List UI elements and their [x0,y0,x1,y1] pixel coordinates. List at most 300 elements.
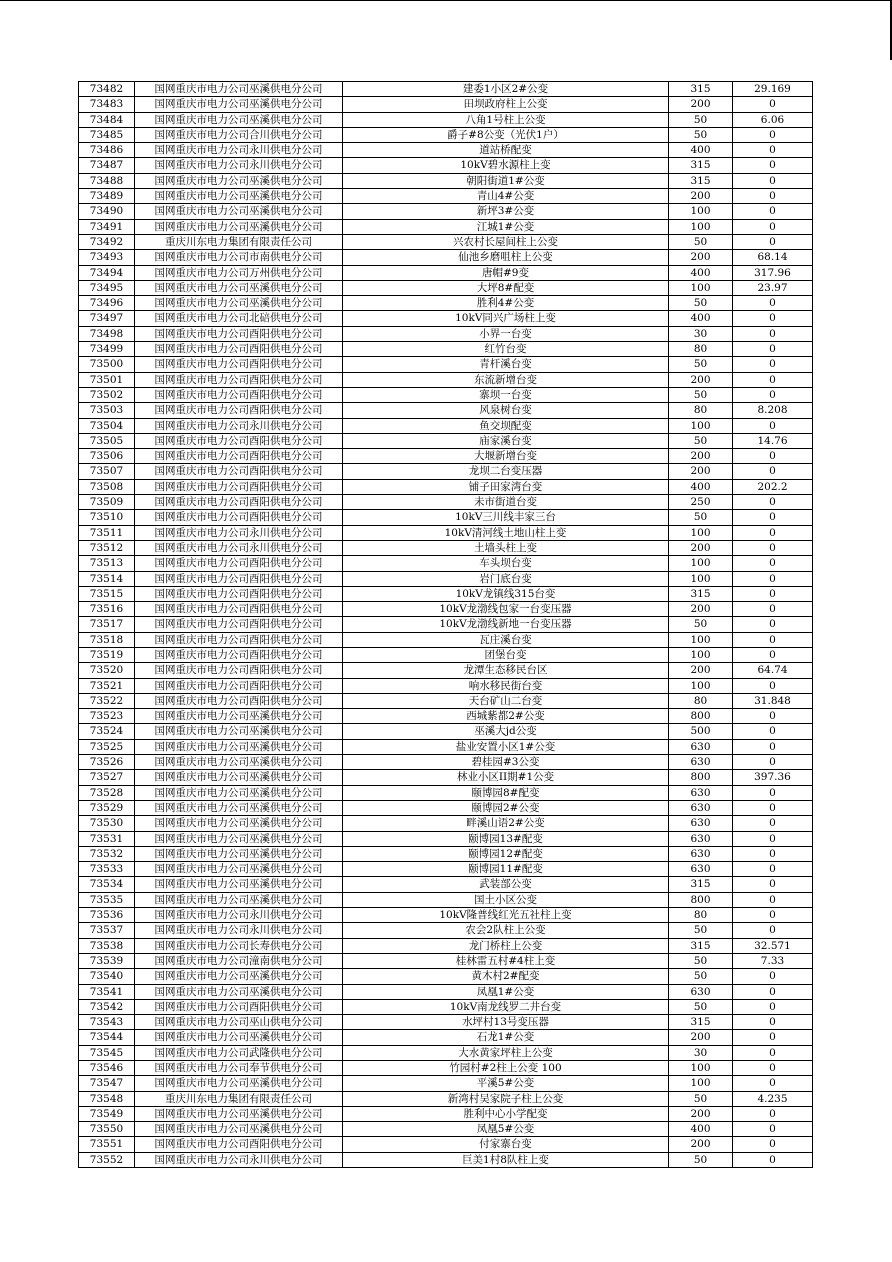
transformer-name-cell: 八角1号柱上公变 [343,112,669,127]
capacity-cell: 630 [669,785,733,800]
row-id-cell: 73489 [79,189,135,204]
transformer-name-cell: 颐博园11#配变 [343,862,669,877]
transformer-name-cell: 大堰新增台变 [343,449,669,464]
company-name-cell: 国网重庆市电力公司永川供电分公司 [135,908,343,923]
table-row [79,82,813,97]
company-name-cell: 国网重庆市电力公司潼南供电分公司 [135,953,343,968]
value-cell: 0 [733,464,813,479]
value-cell: 0 [733,831,813,846]
table-row [79,143,813,158]
row-id-cell: 73532 [79,846,135,861]
capacity-cell: 250 [669,495,733,510]
company-name-cell: 国网重庆市电力公司永川供电分公司 [135,143,343,158]
transformer-name-cell: 凤凰1#公变 [343,984,669,999]
capacity-cell: 100 [669,204,733,219]
row-id-cell: 73488 [79,173,135,188]
company-name-cell: 国网重庆市电力公司酉阳供电分公司 [135,342,343,357]
company-name-cell: 国网重庆市电力公司市南供电分公司 [135,250,343,265]
company-name-cell: 国网重庆市电力公司巫溪供电分公司 [135,755,343,770]
company-name-cell: 国网重庆市电力公司长寿供电分公司 [135,938,343,953]
transformer-name-cell: 巫溪大jd公变 [343,724,669,739]
table-row [79,877,813,892]
row-id-cell: 73538 [79,938,135,953]
row-id-cell: 73528 [79,785,135,800]
value-cell: 0 [733,984,813,999]
table-row [79,724,813,739]
table-row [79,97,813,112]
transformer-name-cell: 田坝政府柱上公变 [343,97,669,112]
row-id-cell: 73548 [79,1091,135,1106]
transformer-name-cell: 唐帽#9变 [343,265,669,280]
capacity-cell: 200 [669,602,733,617]
row-id-cell: 73536 [79,908,135,923]
transformer-name-cell: 道站桥配变 [343,143,669,158]
transformer-name-cell: 龙坝二台变压器 [343,464,669,479]
value-cell: 7.33 [733,953,813,968]
transformer-name-cell: 风泉树台变 [343,403,669,418]
capacity-cell: 50 [669,357,733,372]
transformer-name-cell: 10kV同兴广场柱上变 [343,311,669,326]
table-row [79,311,813,326]
table-row [79,862,813,877]
value-cell: 317.96 [733,265,813,280]
company-name-cell: 国网重庆市电力公司巫溪供电分公司 [135,82,343,97]
row-id-cell: 73492 [79,234,135,249]
transformer-name-cell: 团堡台变 [343,647,669,662]
value-cell: 0 [733,540,813,555]
table-row [79,296,813,311]
capacity-cell: 315 [669,877,733,892]
table-row [79,556,813,571]
row-id-cell: 73537 [79,923,135,938]
capacity-cell: 315 [669,173,733,188]
table-row [79,770,813,785]
value-cell: 0 [733,800,813,815]
value-cell: 0 [733,586,813,601]
capacity-cell: 100 [669,556,733,571]
table-row [79,602,813,617]
company-name-cell: 国网重庆市电力公司酉阳供电分公司 [135,632,343,647]
capacity-cell: 630 [669,984,733,999]
value-cell: 0 [733,387,813,402]
capacity-cell: 100 [669,1076,733,1091]
company-name-cell: 国网重庆市电力公司酉阳供电分公司 [135,586,343,601]
table-row [79,280,813,295]
value-cell: 0 [733,189,813,204]
value-cell: 14.76 [733,433,813,448]
row-id-cell: 73513 [79,556,135,571]
value-cell: 0 [733,862,813,877]
transformer-name-cell: 平溪5#公变 [343,1076,669,1091]
company-name-cell: 国网重庆市电力公司酉阳供电分公司 [135,647,343,662]
capacity-cell: 500 [669,724,733,739]
row-id-cell: 73490 [79,204,135,219]
table-row [79,479,813,494]
capacity-cell: 630 [669,739,733,754]
transformer-name-cell: 凤凰5#公变 [343,1122,669,1137]
transformer-name-cell: 颐博园13#配变 [343,831,669,846]
table-row [79,1091,813,1106]
company-name-cell: 国网重庆市电力公司巫溪供电分公司 [135,739,343,754]
company-name-cell: 国网重庆市电力公司巫溪供电分公司 [135,785,343,800]
capacity-cell: 800 [669,892,733,907]
value-cell: 0 [733,892,813,907]
value-cell: 0 [733,877,813,892]
row-id-cell: 73531 [79,831,135,846]
capacity-cell: 315 [669,82,733,97]
value-cell: 0 [733,525,813,540]
table-row [79,923,813,938]
company-name-cell: 国网重庆市电力公司酉阳供电分公司 [135,602,343,617]
transformer-name-cell: 鱼交坝配变 [343,418,669,433]
transformer-name-cell: 东流新增台变 [343,372,669,387]
table-row [79,755,813,770]
value-cell: 0 [733,678,813,693]
row-id-cell: 73530 [79,816,135,831]
row-id-cell: 73534 [79,877,135,892]
row-id-cell: 73517 [79,617,135,632]
table-row [79,403,813,418]
table-row [79,632,813,647]
capacity-cell: 80 [669,908,733,923]
transformer-name-cell: 西城紫都2#公变 [343,709,669,724]
transformer-name-cell: 付家寨台变 [343,1137,669,1152]
row-id-cell: 73547 [79,1076,135,1091]
value-cell: 0 [733,816,813,831]
transformer-name-cell: 朝阳街道1#公变 [343,173,669,188]
company-name-cell: 国网重庆市电力公司巫溪供电分公司 [135,831,343,846]
value-cell: 0 [733,219,813,234]
capacity-cell: 50 [669,953,733,968]
value-cell: 0 [733,617,813,632]
transformer-name-cell: 颐博园12#配变 [343,846,669,861]
transformer-name-cell: 龙潭生态移民台区 [343,663,669,678]
company-name-cell: 国网重庆市电力公司巫溪供电分公司 [135,1122,343,1137]
table-row [79,204,813,219]
value-cell: 0 [733,1076,813,1091]
row-id-cell: 73544 [79,1030,135,1045]
table-row [79,816,813,831]
capacity-cell: 100 [669,678,733,693]
company-name-cell: 国网重庆市电力公司巫溪供电分公司 [135,770,343,785]
company-name-cell: 国网重庆市电力公司北碚供电分公司 [135,311,343,326]
transformer-name-cell: 新湾村吴家院子柱上公变 [343,1091,669,1106]
company-name-cell: 国网重庆市电力公司巫溪供电分公司 [135,984,343,999]
capacity-cell: 50 [669,617,733,632]
table-row [79,234,813,249]
value-cell: 0 [733,724,813,739]
value-cell: 0 [733,173,813,188]
table-row [79,418,813,433]
value-cell: 0 [733,372,813,387]
row-id-cell: 73535 [79,892,135,907]
value-cell: 0 [733,785,813,800]
company-name-cell: 国网重庆市电力公司酉阳供电分公司 [135,357,343,372]
company-name-cell: 国网重庆市电力公司酉阳供电分公司 [135,678,343,693]
capacity-cell: 50 [669,433,733,448]
transformer-name-cell: 江城1#公变 [343,219,669,234]
company-name-cell: 国网重庆市电力公司酉阳供电分公司 [135,571,343,586]
transformer-name-cell: 天台矿山二台变 [343,693,669,708]
capacity-cell: 100 [669,525,733,540]
capacity-cell: 80 [669,342,733,357]
row-id-cell: 73509 [79,495,135,510]
capacity-cell: 200 [669,372,733,387]
transformer-name-cell: 林业小区II期#1公变 [343,770,669,785]
value-cell: 0 [733,449,813,464]
row-id-cell: 73549 [79,1106,135,1121]
capacity-cell: 200 [669,1106,733,1121]
company-name-cell: 国网重庆市电力公司酉阳供电分公司 [135,495,343,510]
table-row [79,1015,813,1030]
company-name-cell: 国网重庆市电力公司巫溪供电分公司 [135,204,343,219]
table-row [79,112,813,127]
company-name-cell: 国网重庆市电力公司酉阳供电分公司 [135,510,343,525]
company-name-cell: 国网重庆市电力公司永川供电分公司 [135,525,343,540]
transformer-name-cell: 盐业安置小区1#公变 [343,739,669,754]
company-name-cell: 国网重庆市电力公司巫溪供电分公司 [135,892,343,907]
table-row [79,663,813,678]
transformer-name-cell: 未市街道台变 [343,495,669,510]
transformer-name-cell: 10kV龙渤线新地一台变压器 [343,617,669,632]
table-row [79,1152,813,1167]
table-row [79,173,813,188]
value-cell: 8.208 [733,403,813,418]
row-id-cell: 73546 [79,1061,135,1076]
company-name-cell: 国网重庆市电力公司巫溪供电分公司 [135,969,343,984]
page-top-border [0,0,892,1]
value-cell: 397.36 [733,770,813,785]
transformer-name-cell: 青杆溪台变 [343,357,669,372]
row-id-cell: 73504 [79,418,135,433]
value-cell: 0 [733,739,813,754]
row-id-cell: 73539 [79,953,135,968]
row-id-cell: 73550 [79,1122,135,1137]
value-cell: 0 [733,143,813,158]
transformer-name-cell: 寨坝一台变 [343,387,669,402]
transformer-name-cell: 车头坝台变 [343,556,669,571]
value-cell: 0 [733,357,813,372]
transformer-name-cell: 小界一台变 [343,326,669,341]
row-id-cell: 73500 [79,357,135,372]
transformer-name-cell: 铺子田家湾台变 [343,479,669,494]
row-id-cell: 73496 [79,296,135,311]
capacity-cell: 400 [669,1122,733,1137]
capacity-cell: 50 [669,510,733,525]
capacity-cell: 200 [669,1137,733,1152]
value-cell: 0 [733,969,813,984]
transformer-table [78,81,813,1168]
row-id-cell: 73515 [79,586,135,601]
row-id-cell: 73514 [79,571,135,586]
value-cell: 0 [733,97,813,112]
value-cell: 0 [733,1137,813,1152]
company-name-cell: 国网重庆市电力公司酉阳供电分公司 [135,372,343,387]
value-cell: 0 [733,999,813,1014]
capacity-cell: 50 [669,234,733,249]
value-cell: 0 [733,158,813,173]
value-cell: 0 [733,571,813,586]
row-id-cell: 73497 [79,311,135,326]
row-id-cell: 73485 [79,127,135,142]
capacity-cell: 50 [669,296,733,311]
value-cell: 0 [733,296,813,311]
value-cell: 0 [733,1122,813,1137]
table-row [79,938,813,953]
company-name-cell: 国网重庆市电力公司酉阳供电分公司 [135,403,343,418]
company-name-cell: 国网重庆市电力公司永川供电分公司 [135,923,343,938]
company-name-cell: 国网重庆市电力公司万州供电分公司 [135,265,343,280]
value-cell: 0 [733,709,813,724]
table-row [79,342,813,357]
company-name-cell: 国网重庆市电力公司巫溪供电分公司 [135,280,343,295]
value-cell: 0 [733,846,813,861]
value-cell: 0 [733,127,813,142]
capacity-cell: 50 [669,387,733,402]
value-cell: 0 [733,234,813,249]
row-id-cell: 73502 [79,387,135,402]
company-name-cell: 国网重庆市电力公司奉节供电分公司 [135,1061,343,1076]
table-row [79,953,813,968]
transformer-name-cell: 10kV三川线丰家三台 [343,510,669,525]
table-row [79,1122,813,1137]
row-id-cell: 73506 [79,449,135,464]
company-name-cell: 国网重庆市电力公司酉阳供电分公司 [135,693,343,708]
row-id-cell: 73516 [79,602,135,617]
table-row [79,1076,813,1091]
value-cell: 0 [733,1106,813,1121]
row-id-cell: 73483 [79,97,135,112]
value-cell: 6.06 [733,112,813,127]
capacity-cell: 400 [669,311,733,326]
capacity-cell: 630 [669,800,733,815]
value-cell: 4.235 [733,1091,813,1106]
table-row [79,219,813,234]
row-id-cell: 73518 [79,632,135,647]
capacity-cell: 315 [669,1015,733,1030]
value-cell: 0 [733,556,813,571]
table-row [79,189,813,204]
value-cell: 202.2 [733,479,813,494]
table-row [79,387,813,402]
transformer-name-cell: 兴农村长屋间柱上公变 [343,234,669,249]
row-id-cell: 73495 [79,280,135,295]
row-id-cell: 73524 [79,724,135,739]
capacity-cell: 315 [669,158,733,173]
company-name-cell: 国网重庆市电力公司巫溪供电分公司 [135,1076,343,1091]
transformer-table-body [79,82,813,1168]
company-name-cell: 国网重庆市电力公司巫溪供电分公司 [135,112,343,127]
company-name-cell: 国网重庆市电力公司巫溪供电分公司 [135,846,343,861]
table-row [79,785,813,800]
transformer-name-cell: 大水黄家坪柱上公变 [343,1045,669,1060]
company-name-cell: 国网重庆市电力公司酉阳供电分公司 [135,387,343,402]
capacity-cell: 100 [669,418,733,433]
company-name-cell: 国网重庆市电力公司巫溪供电分公司 [135,219,343,234]
table-row [79,892,813,907]
capacity-cell: 630 [669,862,733,877]
value-cell: 0 [733,1030,813,1045]
row-id-cell: 73510 [79,510,135,525]
capacity-cell: 200 [669,97,733,112]
table-row [79,326,813,341]
capacity-cell: 100 [669,219,733,234]
company-name-cell: 国网重庆市电力公司巫溪供电分公司 [135,189,343,204]
table-row [79,158,813,173]
capacity-cell: 630 [669,831,733,846]
row-id-cell: 73503 [79,403,135,418]
table-row [79,265,813,280]
company-name-cell: 国网重庆市电力公司武隆供电分公司 [135,1045,343,1060]
company-name-cell: 国网重庆市电力公司酉阳供电分公司 [135,617,343,632]
capacity-cell: 630 [669,755,733,770]
value-cell: 0 [733,326,813,341]
company-name-cell: 国网重庆市电力公司巫溪供电分公司 [135,1030,343,1045]
table-row [79,510,813,525]
company-name-cell: 国网重庆市电力公司酉阳供电分公司 [135,479,343,494]
value-cell: 0 [733,1152,813,1167]
transformer-name-cell: 武装部公变 [343,877,669,892]
transformer-name-cell: 庙家溪台变 [343,433,669,448]
row-id-cell: 73499 [79,342,135,357]
company-name-cell: 国网重庆市电力公司酉阳供电分公司 [135,464,343,479]
transformer-name-cell: 碧桂园#3公变 [343,755,669,770]
row-id-cell: 73526 [79,755,135,770]
transformer-name-cell: 10kV隆普线红光五社柱上变 [343,908,669,923]
company-name-cell: 国网重庆市电力公司酉阳供电分公司 [135,326,343,341]
transformer-name-cell: 黄木村2#配变 [343,969,669,984]
transformer-name-cell: 建委1小区2#公变 [343,82,669,97]
transformer-name-cell: 10kV碧水源柱上变 [343,158,669,173]
transformer-name-cell: 农会2队柱上公变 [343,923,669,938]
table-row [79,372,813,387]
transformer-name-cell: 仙池乡磨咀柱上公变 [343,250,669,265]
capacity-cell: 400 [669,265,733,280]
capacity-cell: 50 [669,112,733,127]
company-name-cell: 国网重庆市电力公司巫山供电分公司 [135,1015,343,1030]
row-id-cell: 73520 [79,663,135,678]
transformer-name-cell: 石龙1#公变 [343,1030,669,1045]
transformer-name-cell: 龙门桥柱上公变 [343,938,669,953]
transformer-name-cell: 土墙头柱上变 [343,540,669,555]
value-cell: 0 [733,311,813,326]
table-row [79,1045,813,1060]
company-name-cell: 国网重庆市电力公司巫溪供电分公司 [135,97,343,112]
capacity-cell: 30 [669,326,733,341]
transformer-name-cell: 10kV清河线土地山柱上变 [343,525,669,540]
row-id-cell: 73507 [79,464,135,479]
company-name-cell: 国网重庆市电力公司酉阳供电分公司 [135,449,343,464]
table-row [79,617,813,632]
value-cell: 0 [733,602,813,617]
capacity-cell: 200 [669,250,733,265]
company-name-cell: 国网重庆市电力公司巫溪供电分公司 [135,709,343,724]
transformer-name-cell: 青山4#公变 [343,189,669,204]
table-row [79,495,813,510]
table-row [79,678,813,693]
company-name-cell: 国网重庆市电力公司永川供电分公司 [135,418,343,433]
row-id-cell: 73484 [79,112,135,127]
capacity-cell: 200 [669,1030,733,1045]
transformer-name-cell: 水坪村13号变压器 [343,1015,669,1030]
value-cell: 68.14 [733,250,813,265]
company-name-cell: 国网重庆市电力公司合川供电分公司 [135,127,343,142]
row-id-cell: 73519 [79,647,135,662]
capacity-cell: 100 [669,632,733,647]
table-row [79,1061,813,1076]
capacity-cell: 630 [669,816,733,831]
capacity-cell: 315 [669,586,733,601]
